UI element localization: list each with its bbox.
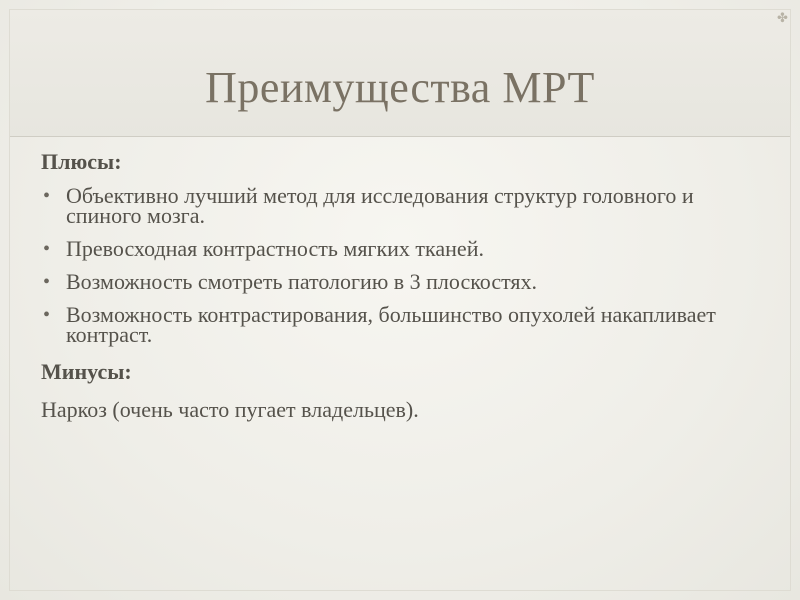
corner-flourish-icon: ✤ [777,10,788,25]
list-item: • Превосходная контрастность мягких тканей. [41,239,731,259]
cons-text: Наркоз (очень часто пугает владельцев). [41,397,419,422]
list-item: • Объективно лучший метод для исследования структур головного и спиного мозга. [41,186,731,226]
slide-content [41,148,731,424]
pros-heading: Плюсы: [41,149,122,174]
pros-list [41,183,731,347]
cons-heading: Минусы: [41,359,132,384]
slide-title: Преимущества МРТ [205,63,595,112]
list-item: • Возможность смотреть патологию в 3 плоскостях. [41,272,731,292]
list-item: • Возможность контрастирования, большинство опухолей накапливает контраст. [41,305,731,345]
